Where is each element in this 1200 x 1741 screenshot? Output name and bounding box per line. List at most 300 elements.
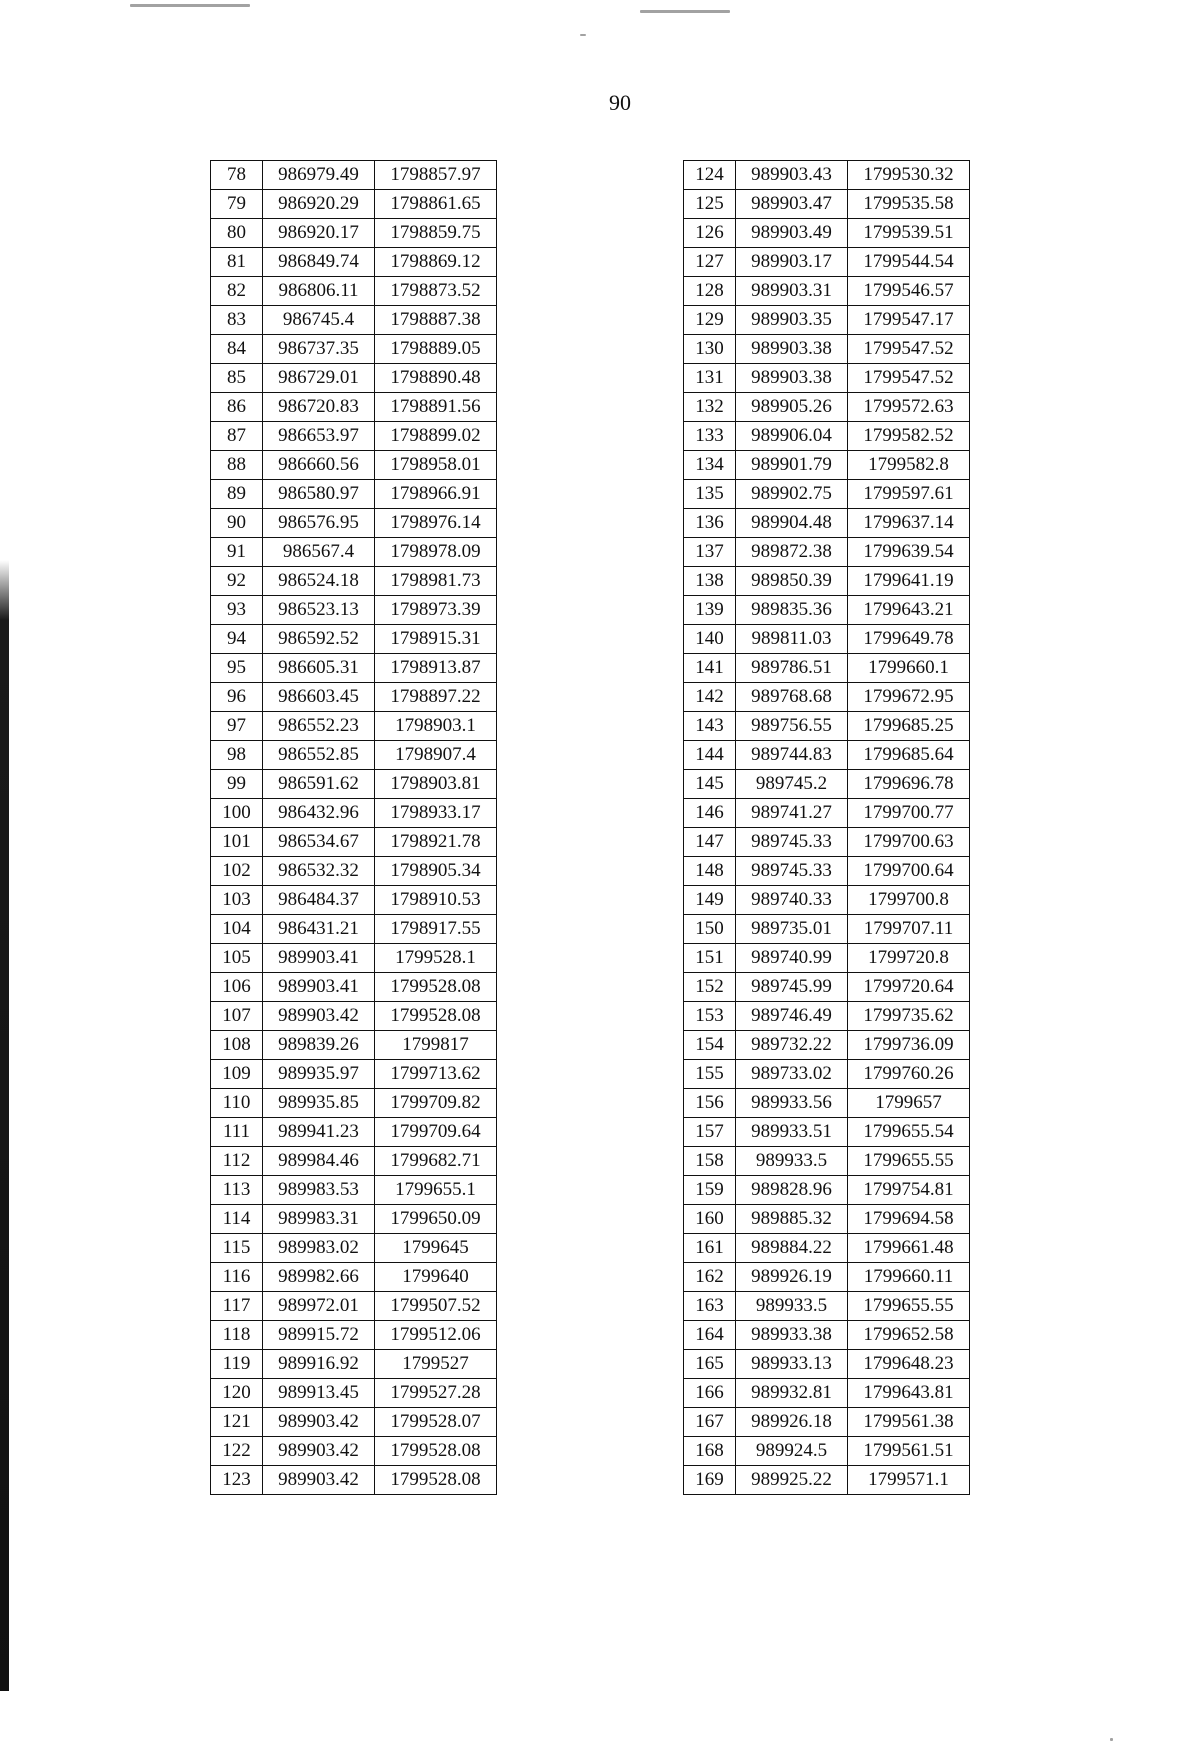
x-coordinate-cell: 989746.49: [736, 1002, 848, 1031]
point-number-cell: 134: [684, 451, 736, 480]
table-row: [684, 1234, 970, 1263]
x-coordinate-cell: 989935.85: [263, 1089, 375, 1118]
x-coordinate-cell: 989903.38: [736, 364, 848, 393]
y-coordinate-cell: 1798907.4: [375, 741, 497, 770]
x-coordinate-cell: 989903.42: [263, 1437, 375, 1466]
point-number-cell: 79: [211, 190, 263, 219]
point-number-cell: 158: [684, 1147, 736, 1176]
x-coordinate-cell: 989915.72: [263, 1321, 375, 1350]
x-coordinate-cell: 989933.38: [736, 1321, 848, 1350]
point-number-cell: 127: [684, 248, 736, 277]
x-coordinate-cell: 989903.41: [263, 973, 375, 1002]
y-coordinate-cell: 1798915.31: [375, 625, 497, 654]
table-row: [211, 654, 497, 683]
x-coordinate-cell: 986532.32: [263, 857, 375, 886]
y-coordinate-cell: 1799561.51: [848, 1437, 970, 1466]
x-coordinate-cell: 986979.49: [263, 161, 375, 190]
y-coordinate-cell: 1798958.01: [375, 451, 497, 480]
point-number-cell: 85: [211, 364, 263, 393]
point-number-cell: 156: [684, 1089, 736, 1118]
y-coordinate-cell: 1799582.52: [848, 422, 970, 451]
table-row: [684, 712, 970, 741]
table-row: [684, 1379, 970, 1408]
table-row: [211, 161, 497, 190]
coordinate-table-body: [211, 161, 497, 1495]
x-coordinate-cell: 989903.47: [736, 190, 848, 219]
point-number-cell: 94: [211, 625, 263, 654]
x-coordinate-cell: 989732.22: [736, 1031, 848, 1060]
x-coordinate-cell: 989903.41: [263, 944, 375, 973]
x-coordinate-cell: 989983.53: [263, 1176, 375, 1205]
point-number-cell: 81: [211, 248, 263, 277]
y-coordinate-cell: 1799643.81: [848, 1379, 970, 1408]
x-coordinate-cell: 989933.56: [736, 1089, 848, 1118]
table-row: [211, 306, 497, 335]
point-number-cell: 166: [684, 1379, 736, 1408]
table-row: [211, 1234, 497, 1263]
x-coordinate-cell: 989786.51: [736, 654, 848, 683]
table-row: [211, 799, 497, 828]
x-coordinate-cell: 989933.5: [736, 1147, 848, 1176]
point-number-cell: 101: [211, 828, 263, 857]
x-coordinate-cell: 989901.79: [736, 451, 848, 480]
y-coordinate-cell: 1799507.52: [375, 1292, 497, 1321]
x-coordinate-cell: 989903.35: [736, 306, 848, 335]
x-coordinate-cell: 986524.18: [263, 567, 375, 596]
point-number-cell: 155: [684, 1060, 736, 1089]
point-number-cell: 93: [211, 596, 263, 625]
y-coordinate-cell: 1798921.78: [375, 828, 497, 857]
table-row: [684, 1408, 970, 1437]
table-row: [684, 741, 970, 770]
point-number-cell: 113: [211, 1176, 263, 1205]
table-row: [684, 1321, 970, 1350]
table-row: [684, 248, 970, 277]
x-coordinate-cell: 986653.97: [263, 422, 375, 451]
x-coordinate-cell: 989941.23: [263, 1118, 375, 1147]
y-coordinate-cell: 1798899.02: [375, 422, 497, 451]
table-row: [684, 451, 970, 480]
y-coordinate-cell: 1798973.39: [375, 596, 497, 625]
point-number-cell: 102: [211, 857, 263, 886]
x-coordinate-cell: 986605.31: [263, 654, 375, 683]
x-coordinate-cell: 986849.74: [263, 248, 375, 277]
point-number-cell: 125: [684, 190, 736, 219]
x-coordinate-cell: 986431.21: [263, 915, 375, 944]
point-number-cell: 152: [684, 973, 736, 1002]
y-coordinate-cell: 1798903.81: [375, 770, 497, 799]
table-row: [684, 1205, 970, 1234]
x-coordinate-cell: 989982.66: [263, 1263, 375, 1292]
y-coordinate-cell: 1799528.07: [375, 1408, 497, 1437]
y-coordinate-cell: 1799660.1: [848, 654, 970, 683]
point-number-cell: 121: [211, 1408, 263, 1437]
y-coordinate-cell: 1799661.48: [848, 1234, 970, 1263]
table-row: [211, 915, 497, 944]
point-number-cell: 90: [211, 509, 263, 538]
y-coordinate-cell: 1799713.62: [375, 1060, 497, 1089]
y-coordinate-cell: 1799643.21: [848, 596, 970, 625]
x-coordinate-cell: 986920.29: [263, 190, 375, 219]
y-coordinate-cell: 1798873.52: [375, 277, 497, 306]
point-number-cell: 128: [684, 277, 736, 306]
x-coordinate-cell: 989924.5: [736, 1437, 848, 1466]
table-row: [684, 335, 970, 364]
table-row: [211, 335, 497, 364]
point-number-cell: 151: [684, 944, 736, 973]
point-number-cell: 139: [684, 596, 736, 625]
point-number-cell: 168: [684, 1437, 736, 1466]
point-number-cell: 135: [684, 480, 736, 509]
y-coordinate-cell: 1799655.55: [848, 1147, 970, 1176]
y-coordinate-cell: 1799720.8: [848, 944, 970, 973]
point-number-cell: 89: [211, 480, 263, 509]
x-coordinate-cell: 989745.99: [736, 973, 848, 1002]
table-row: [684, 1147, 970, 1176]
y-coordinate-cell: 1799709.64: [375, 1118, 497, 1147]
x-coordinate-cell: 989745.2: [736, 770, 848, 799]
x-coordinate-cell: 989835.36: [736, 596, 848, 625]
table-row: [211, 509, 497, 538]
point-number-cell: 100: [211, 799, 263, 828]
coordinate-table-left: [210, 160, 497, 1495]
table-row: [684, 1437, 970, 1466]
point-number-cell: 97: [211, 712, 263, 741]
table-row: [211, 973, 497, 1002]
x-coordinate-cell: 989884.22: [736, 1234, 848, 1263]
y-coordinate-cell: 1799639.54: [848, 538, 970, 567]
y-coordinate-cell: 1798887.38: [375, 306, 497, 335]
x-coordinate-cell: 986576.95: [263, 509, 375, 538]
point-number-cell: 115: [211, 1234, 263, 1263]
point-number-cell: 99: [211, 770, 263, 799]
point-number-cell: 78: [211, 161, 263, 190]
table-row: [684, 1118, 970, 1147]
table-row: [684, 161, 970, 190]
y-coordinate-cell: 1799709.82: [375, 1089, 497, 1118]
point-number-cell: 157: [684, 1118, 736, 1147]
table-row: [684, 422, 970, 451]
y-coordinate-cell: 1799561.38: [848, 1408, 970, 1437]
x-coordinate-cell: 989906.04: [736, 422, 848, 451]
table-row: [684, 219, 970, 248]
point-number-cell: 82: [211, 277, 263, 306]
x-coordinate-cell: 989756.55: [736, 712, 848, 741]
x-coordinate-cell: 989733.02: [736, 1060, 848, 1089]
table-row: [211, 1379, 497, 1408]
y-coordinate-cell: 1799572.63: [848, 393, 970, 422]
point-number-cell: 106: [211, 973, 263, 1002]
point-number-cell: 147: [684, 828, 736, 857]
point-number-cell: 162: [684, 1263, 736, 1292]
point-number-cell: 118: [211, 1321, 263, 1350]
x-coordinate-cell: 986720.83: [263, 393, 375, 422]
table-row: [211, 683, 497, 712]
table-row: [211, 857, 497, 886]
y-coordinate-cell: 1799547.52: [848, 335, 970, 364]
point-number-cell: 129: [684, 306, 736, 335]
y-coordinate-cell: 1799641.19: [848, 567, 970, 596]
x-coordinate-cell: 986729.01: [263, 364, 375, 393]
point-number-cell: 108: [211, 1031, 263, 1060]
table-row: [684, 973, 970, 1002]
y-coordinate-cell: 1799528.1: [375, 944, 497, 973]
point-number-cell: 148: [684, 857, 736, 886]
table-row: [684, 393, 970, 422]
table-row: [211, 1060, 497, 1089]
point-number-cell: 117: [211, 1292, 263, 1321]
point-number-cell: 133: [684, 422, 736, 451]
x-coordinate-cell: 986920.17: [263, 219, 375, 248]
y-coordinate-cell: 1799637.14: [848, 509, 970, 538]
table-row: [684, 1089, 970, 1118]
y-coordinate-cell: 1799707.11: [848, 915, 970, 944]
table-row: [211, 1002, 497, 1031]
table-row: [684, 567, 970, 596]
table-row: [684, 886, 970, 915]
x-coordinate-cell: 989903.31: [736, 277, 848, 306]
x-coordinate-cell: 986484.37: [263, 886, 375, 915]
point-number-cell: 130: [684, 335, 736, 364]
table-row: [684, 625, 970, 654]
x-coordinate-cell: 986592.52: [263, 625, 375, 654]
x-coordinate-cell: 989903.42: [263, 1002, 375, 1031]
table-row: [211, 538, 497, 567]
y-coordinate-cell: 1798859.75: [375, 219, 497, 248]
y-coordinate-cell: 1799582.8: [848, 451, 970, 480]
x-coordinate-cell: 989811.03: [736, 625, 848, 654]
x-coordinate-cell: 989885.32: [736, 1205, 848, 1234]
point-number-cell: 169: [684, 1466, 736, 1495]
x-coordinate-cell: 989839.26: [263, 1031, 375, 1060]
x-coordinate-cell: 989935.97: [263, 1060, 375, 1089]
point-number-cell: 161: [684, 1234, 736, 1263]
y-coordinate-cell: 1799736.09: [848, 1031, 970, 1060]
x-coordinate-cell: 986523.13: [263, 596, 375, 625]
x-coordinate-cell: 989984.46: [263, 1147, 375, 1176]
point-number-cell: 109: [211, 1060, 263, 1089]
table-row: [684, 654, 970, 683]
x-coordinate-cell: 989926.19: [736, 1263, 848, 1292]
point-number-cell: 165: [684, 1350, 736, 1379]
y-coordinate-cell: 1799735.62: [848, 1002, 970, 1031]
x-coordinate-cell: 986806.11: [263, 277, 375, 306]
point-number-cell: 136: [684, 509, 736, 538]
table-row: [684, 857, 970, 886]
point-number-cell: 103: [211, 886, 263, 915]
point-number-cell: 141: [684, 654, 736, 683]
y-coordinate-cell: 1799817: [375, 1031, 497, 1060]
table-row: [211, 422, 497, 451]
table-row: [211, 1321, 497, 1350]
y-coordinate-cell: 1799720.64: [848, 973, 970, 1002]
x-coordinate-cell: 989933.13: [736, 1350, 848, 1379]
point-number-cell: 131: [684, 364, 736, 393]
table-row: [211, 1292, 497, 1321]
point-number-cell: 146: [684, 799, 736, 828]
table-row: [684, 828, 970, 857]
x-coordinate-cell: 989745.33: [736, 828, 848, 857]
y-coordinate-cell: 1799547.52: [848, 364, 970, 393]
table-row: [684, 509, 970, 538]
y-coordinate-cell: 1798890.48: [375, 364, 497, 393]
y-coordinate-cell: 1799544.54: [848, 248, 970, 277]
point-number-cell: 144: [684, 741, 736, 770]
coordinate-table-body: [684, 161, 970, 1495]
x-coordinate-cell: 989903.38: [736, 335, 848, 364]
table-row: [211, 364, 497, 393]
x-coordinate-cell: 986737.35: [263, 335, 375, 364]
point-number-cell: 111: [211, 1118, 263, 1147]
table-row: [684, 277, 970, 306]
y-coordinate-cell: 1798966.91: [375, 480, 497, 509]
x-coordinate-cell: 989768.68: [736, 683, 848, 712]
point-number-cell: 142: [684, 683, 736, 712]
x-coordinate-cell: 989903.42: [263, 1408, 375, 1437]
y-coordinate-cell: 1798897.22: [375, 683, 497, 712]
y-coordinate-cell: 1798913.87: [375, 654, 497, 683]
table-row: [211, 393, 497, 422]
y-coordinate-cell: 1798981.73: [375, 567, 497, 596]
x-coordinate-cell: 989903.49: [736, 219, 848, 248]
point-number-cell: 143: [684, 712, 736, 741]
point-number-cell: 150: [684, 915, 736, 944]
y-coordinate-cell: 1799700.77: [848, 799, 970, 828]
point-number-cell: 132: [684, 393, 736, 422]
y-coordinate-cell: 1799694.58: [848, 1205, 970, 1234]
point-number-cell: 98: [211, 741, 263, 770]
y-coordinate-cell: 1799754.81: [848, 1176, 970, 1205]
y-coordinate-cell: 1799655.54: [848, 1118, 970, 1147]
table-row: [211, 1408, 497, 1437]
point-number-cell: 116: [211, 1263, 263, 1292]
table-row: [684, 190, 970, 219]
y-coordinate-cell: 1799528.08: [375, 1002, 497, 1031]
table-row: [211, 480, 497, 509]
x-coordinate-cell: 989905.26: [736, 393, 848, 422]
y-coordinate-cell: 1799700.63: [848, 828, 970, 857]
point-number-cell: 159: [684, 1176, 736, 1205]
point-number-cell: 91: [211, 538, 263, 567]
x-coordinate-cell: 986552.85: [263, 741, 375, 770]
table-row: [211, 451, 497, 480]
point-number-cell: 164: [684, 1321, 736, 1350]
point-number-cell: 124: [684, 161, 736, 190]
table-row: [211, 190, 497, 219]
y-coordinate-cell: 1799571.1: [848, 1466, 970, 1495]
y-coordinate-cell: 1799655.1: [375, 1176, 497, 1205]
x-coordinate-cell: 989741.27: [736, 799, 848, 828]
table-row: [684, 538, 970, 567]
point-number-cell: 112: [211, 1147, 263, 1176]
table-row: [684, 915, 970, 944]
x-coordinate-cell: 989745.33: [736, 857, 848, 886]
table-row: [211, 828, 497, 857]
x-coordinate-cell: 989872.38: [736, 538, 848, 567]
y-coordinate-cell: 1798857.97: [375, 161, 497, 190]
y-coordinate-cell: 1799527.28: [375, 1379, 497, 1408]
x-coordinate-cell: 989903.17: [736, 248, 848, 277]
page-number: 90: [609, 90, 631, 115]
y-coordinate-cell: 1799546.57: [848, 277, 970, 306]
point-number-cell: 154: [684, 1031, 736, 1060]
y-coordinate-cell: 1798917.55: [375, 915, 497, 944]
x-coordinate-cell: 989983.31: [263, 1205, 375, 1234]
y-coordinate-cell: 1799655.55: [848, 1292, 970, 1321]
y-coordinate-cell: 1799597.61: [848, 480, 970, 509]
point-number-cell: 126: [684, 219, 736, 248]
x-coordinate-cell: 986552.23: [263, 712, 375, 741]
y-coordinate-cell: 1799660.11: [848, 1263, 970, 1292]
table-row: [684, 1060, 970, 1089]
table-row: [211, 886, 497, 915]
table-row: [211, 712, 497, 741]
x-coordinate-cell: 989932.81: [736, 1379, 848, 1408]
point-number-cell: 96: [211, 683, 263, 712]
x-coordinate-cell: 986432.96: [263, 799, 375, 828]
point-number-cell: 153: [684, 1002, 736, 1031]
table-row: [684, 1292, 970, 1321]
y-coordinate-cell: 1799512.06: [375, 1321, 497, 1350]
y-coordinate-cell: 1799760.26: [848, 1060, 970, 1089]
table-row: [211, 741, 497, 770]
table-row: [211, 944, 497, 973]
x-coordinate-cell: 989902.75: [736, 480, 848, 509]
x-coordinate-cell: 989740.99: [736, 944, 848, 973]
table-row: [211, 1118, 497, 1147]
table-row: [211, 277, 497, 306]
y-coordinate-cell: 1799649.78: [848, 625, 970, 654]
x-coordinate-cell: 986534.67: [263, 828, 375, 857]
point-number-cell: 114: [211, 1205, 263, 1234]
point-number-cell: 104: [211, 915, 263, 944]
point-number-cell: 107: [211, 1002, 263, 1031]
y-coordinate-cell: 1799640: [375, 1263, 497, 1292]
x-coordinate-cell: 989972.01: [263, 1292, 375, 1321]
y-coordinate-cell: 1799530.32: [848, 161, 970, 190]
y-coordinate-cell: 1799528.08: [375, 973, 497, 1002]
table-row: [211, 1350, 497, 1379]
table-row: [684, 1466, 970, 1495]
y-coordinate-cell: 1798889.05: [375, 335, 497, 364]
x-coordinate-cell: 989740.33: [736, 886, 848, 915]
y-coordinate-cell: 1799645: [375, 1234, 497, 1263]
table-row: [684, 596, 970, 625]
table-row: [684, 364, 970, 393]
point-number-cell: 95: [211, 654, 263, 683]
x-coordinate-cell: 989735.01: [736, 915, 848, 944]
table-row: [211, 1466, 497, 1495]
table-row: [211, 219, 497, 248]
point-number-cell: 137: [684, 538, 736, 567]
point-number-cell: 145: [684, 770, 736, 799]
table-row: [211, 1263, 497, 1292]
point-number-cell: 123: [211, 1466, 263, 1495]
y-coordinate-cell: 1798903.1: [375, 712, 497, 741]
point-number-cell: 149: [684, 886, 736, 915]
x-coordinate-cell: 989903.42: [263, 1466, 375, 1495]
table-row: [684, 799, 970, 828]
point-number-cell: 167: [684, 1408, 736, 1437]
y-coordinate-cell: 1799650.09: [375, 1205, 497, 1234]
point-number-cell: 120: [211, 1379, 263, 1408]
table-row: [684, 306, 970, 335]
table-row: [211, 1176, 497, 1205]
scan-edge-shadow: [0, 0, 9, 1691]
table-row: [684, 1031, 970, 1060]
x-coordinate-cell: 986660.56: [263, 451, 375, 480]
x-coordinate-cell: 989903.43: [736, 161, 848, 190]
